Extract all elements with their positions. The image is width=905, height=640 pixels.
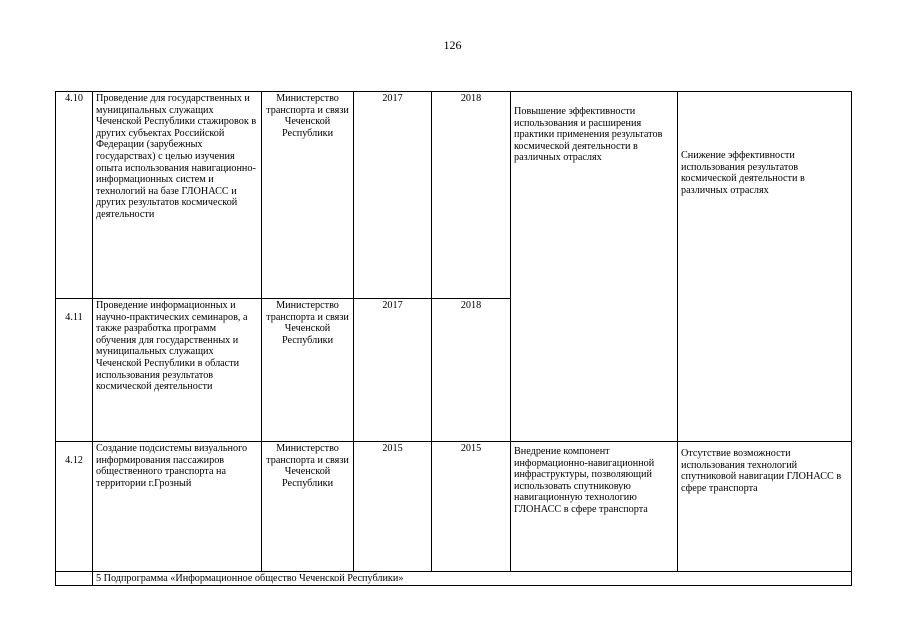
responsible-party: Министерство транспорта и связи Чеченской Республики	[262, 92, 354, 299]
expected-result: Повышение эффективности использования и расширения практики применения результатов космической деятельности в различных отраслях	[511, 92, 678, 442]
program-table	[55, 91, 852, 586]
start-year: 2017	[354, 299, 432, 442]
table-row	[56, 92, 852, 299]
measure-title: Создание подсистемы визуального информирования пассажиров общественного транспорта на территории г.Грозный	[93, 442, 262, 572]
row-number: 4.11	[56, 299, 93, 442]
consequence-of-failure: Снижение эффективности использования результатов космической деятельности в различных отраслях	[678, 92, 852, 442]
row-number: 4.10	[56, 92, 93, 299]
subprogram-heading: 5 Подпрограмма «Информационное общество Чеченской Республики»	[93, 572, 852, 586]
subprogram-row	[56, 572, 852, 586]
end-year: 2015	[432, 442, 511, 572]
page-number: 126	[443, 38, 462, 52]
table-row	[56, 442, 852, 572]
responsible-party: Министерство транспорта и связи Чеченской Республики	[262, 299, 354, 442]
start-year: 2015	[354, 442, 432, 572]
end-year: 2018	[432, 299, 511, 442]
row-number: 4.12	[56, 442, 93, 572]
responsible-party: Министерство транспорта и связи Чеченской Республики	[262, 442, 354, 572]
start-year: 2017	[354, 92, 432, 299]
measure-title: Проведение для государственных и муниципальных служащих Чеченской Республики стажировок в других субъектах Российской Федерации (зарубежных государствах) с целью изучения опыта использования навигационно-информационных систем и технологий на базе ГЛОНАСС и других результатов космической деятельности	[93, 92, 262, 299]
expected-result: Внедрение компонент информационно-навигационной инфраструктуры, позволяющий использовать спутниковую навигационную технологию ГЛОНАСС в сфере транспорта	[511, 442, 678, 572]
measure-title: Проведение информационных и научно-практических семинаров, а также разработка программ обучения для государственных и муниципальных служащих Чеченской Республики в области использования результатов космической деятельности	[93, 299, 262, 442]
consequence-of-failure: Отсутствие возможности использования технологий спутниковой навигации ГЛОНАСС в сфере транспорта	[678, 442, 852, 572]
end-year: 2018	[432, 92, 511, 299]
subprogram-number-cell	[56, 572, 93, 586]
